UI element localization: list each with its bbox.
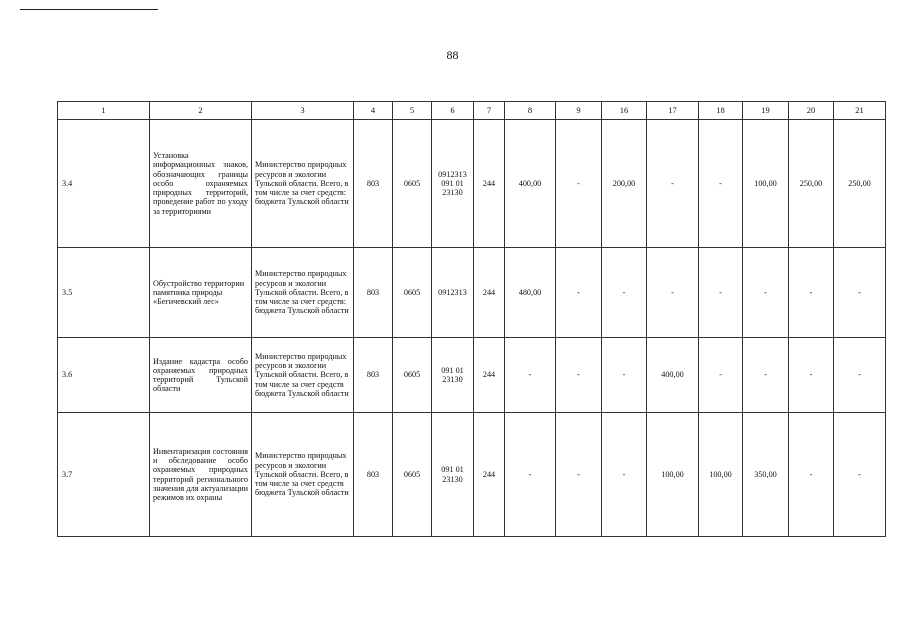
cell-c18: -	[699, 248, 743, 338]
col-header-5: 5	[393, 102, 432, 120]
top-rule	[20, 9, 158, 10]
cell-c7: 244	[474, 120, 505, 248]
col-header-17: 17	[647, 102, 699, 120]
cell-c6: 091 01 23130	[432, 413, 474, 537]
cell-c17: 400,00	[647, 338, 699, 413]
table-row	[58, 120, 886, 248]
cell-c8: 480,00	[505, 248, 556, 338]
cell-c5: 0605	[393, 120, 432, 248]
cell-c17: 100,00	[647, 413, 699, 537]
col-header-4: 4	[354, 102, 393, 120]
table-row	[58, 338, 886, 413]
executor: Министерство природных ресурсов и экологии Тульской области. Всего, в том числе за счет средств: бюджета Тульской области	[252, 120, 354, 248]
cell-c7: 244	[474, 413, 505, 537]
cell-c9: -	[556, 413, 602, 537]
cell-c16: -	[602, 413, 647, 537]
activity-name: Установка информационных знаков, обозначающих границы особо охраняемых природных территорий, проведение работ по уходу за территориями	[150, 120, 252, 248]
cell-c5: 0605	[393, 248, 432, 338]
cell-c16: 200,00	[602, 120, 647, 248]
cell-c21: 250,00	[834, 120, 886, 248]
col-header-8: 8	[505, 102, 556, 120]
cell-c9: -	[556, 338, 602, 413]
cell-c20: -	[789, 413, 834, 537]
page-number: 88	[446, 48, 459, 62]
header-row	[58, 102, 886, 120]
cell-c19: -	[743, 248, 789, 338]
col-header-20: 20	[789, 102, 834, 120]
col-header-19: 19	[743, 102, 789, 120]
table-row	[58, 248, 886, 338]
cell-c18: -	[699, 120, 743, 248]
cell-c20: -	[789, 248, 834, 338]
cell-c16: -	[602, 338, 647, 413]
cell-c8: -	[505, 413, 556, 537]
col-header-18: 18	[699, 102, 743, 120]
col-header-6: 6	[432, 102, 474, 120]
cell-c4: 803	[354, 248, 393, 338]
executor: Министерство природных ресурсов и экологии Тульской области. Всего, в том числе за счет средств бюджета Тульской области	[252, 413, 354, 537]
activity-name: Обустройство территории памятника природы «Бегичевский лес»	[150, 248, 252, 338]
row-number: 3.5	[58, 248, 150, 338]
col-header-2: 2	[150, 102, 252, 120]
cell-c21: -	[834, 413, 886, 537]
cell-c16: -	[602, 248, 647, 338]
cell-c21: -	[834, 338, 886, 413]
cell-c6: 0912313	[432, 248, 474, 338]
cell-c18: -	[699, 338, 743, 413]
cell-c5: 0605	[393, 338, 432, 413]
program-table	[57, 101, 886, 537]
executor: Министерство природных ресурсов и экологии Тульской области. Всего, в том числе за счет средств: бюджета Тульской области	[252, 248, 354, 338]
cell-c4: 803	[354, 413, 393, 537]
cell-c20: 250,00	[789, 120, 834, 248]
cell-c17: -	[647, 120, 699, 248]
cell-c18: 100,00	[699, 413, 743, 537]
cell-c20: -	[789, 338, 834, 413]
cell-c8: -	[505, 338, 556, 413]
cell-c5: 0605	[393, 413, 432, 537]
cell-c21: -	[834, 248, 886, 338]
cell-c4: 803	[354, 338, 393, 413]
cell-c9: -	[556, 248, 602, 338]
col-header-21: 21	[834, 102, 886, 120]
cell-c6: 091 01 23130	[432, 338, 474, 413]
cell-c19: 350,00	[743, 413, 789, 537]
cell-c7: 244	[474, 338, 505, 413]
activity-name: Издание кадастра особо охраняемых природных территорий Тульской области	[150, 338, 252, 413]
cell-c19: -	[743, 338, 789, 413]
row-number: 3.6	[58, 338, 150, 413]
cell-c19: 100,00	[743, 120, 789, 248]
cell-c17: -	[647, 248, 699, 338]
cell-c8: 400,00	[505, 120, 556, 248]
cell-c9: -	[556, 120, 602, 248]
activity-name: Инвентаризация состояния и обследование особо охраняемых природных территорий регионального значения для актуализации режимов их охраны	[150, 413, 252, 537]
col-header-7: 7	[474, 102, 505, 120]
executor: Министерство природных ресурсов и экологии Тульской области. Всего, в том числе за счет средств бюджета Тульской области	[252, 338, 354, 413]
table-row	[58, 413, 886, 537]
col-header-16: 16	[602, 102, 647, 120]
row-number: 3.7	[58, 413, 150, 537]
col-header-3: 3	[252, 102, 354, 120]
row-number: 3.4	[58, 120, 150, 248]
col-header-1: 1	[58, 102, 150, 120]
cell-c6: 0912313 091 01 23130	[432, 120, 474, 248]
cell-c7: 244	[474, 248, 505, 338]
col-header-9: 9	[556, 102, 602, 120]
cell-c4: 803	[354, 120, 393, 248]
